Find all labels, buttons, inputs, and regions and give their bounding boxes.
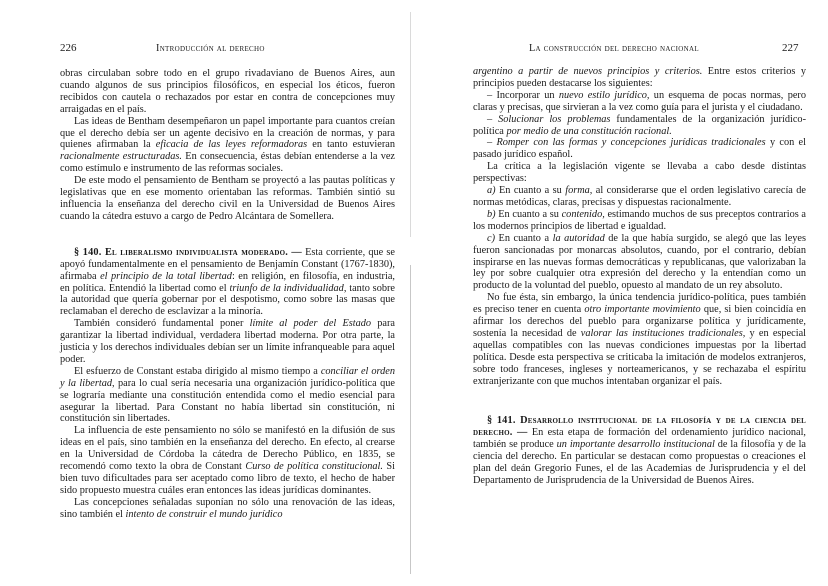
section-heading: § 140. El liberalismo individualista moderado. —	[74, 246, 302, 258]
left-page	[0, 0, 412, 586]
paragraph: Las ideas de Bentham desempeñaron un papel importante para cuantos creían que el derecho debía ser un agente decisivo en la creación de normas, y para quienes afirmaban la eficacia de las leyes reformadoras en tanto estuvieran racionalmente estructuradas. En consecuencia, éstas debían entenderse a la vez como estímulo e instrumento de las reformas sociales.	[60, 115, 395, 175]
paragraph: El esfuerzo de Constant estaba dirigido al mismo tiempo a conciliar el orden y la libertad, para lo cual sería necesaria una organización jurídico-política que se lograría mediante una constitución entendida como el medio esencial para asegurar la libertad. Para Constant no había libertad sin constitución, ni constitución sin libertades.	[60, 365, 395, 425]
list-item: c) En cuanto a la autoridad de la que había surgido, se alegó que las leyes fueron sancionadas por monarcas absolutos, cuando, por el contrario, debían inspirarse en las nuevas formas democráticas y republicanas, que valorizaban la ley por sobre cualquier otra expresión del derecho y la entendían como un producto de la voluntad del pueblo, opuesto al mandato de un rey absoluto.	[473, 232, 806, 292]
text-column	[473, 66, 806, 487]
right-page	[416, 0, 828, 586]
list-item: b) En cuanto a su contenido, estimando muchos de sus preceptos contrarios a los modernos principios de libertad e igualdad.	[473, 208, 807, 232]
paragraph: De este modo el pensamiento de Bentham se proyectó a las pautas políticas y legislativas que en ese momento orientaban las reformas. También sintió su influencia la enseñanza del derecho civil en la Universidad de Buenos Aires cuando la cátedra estuvo a cargo de Pedro Alcántara de Somellera.	[60, 175, 395, 222]
list-item: – Solucionar los problemas fundamentales de la organización jurídico-política por medio de una constitución racional.	[473, 113, 806, 137]
page-number: 227	[782, 42, 799, 54]
paragraph: Las concepciones señaladas suponían no sólo una renovación de las ideas, sino también el intento de construir el mundo jurídico	[60, 496, 395, 520]
paragraph: La influencia de este pensamiento no sólo se manifestó en la difusión de sus ideas en el país, sino también en la enseñanza del derecho. En efecto, al crearse en la Universidad de Córdoba la cátedra de Derecho Público, en 1835, se recomendó como texto la obra de Constant Curso de política constitucional. Si bien tuvo dificultades para ser aceptado como libro de texto, el hecho de haber sido propuesto muestra cuáles eran entonces las ideas jurídicas dominantes.	[60, 425, 395, 496]
running-head: La construcción del derecho nacional	[529, 43, 699, 54]
paragraph: obras circulaban sobre todo en el grupo rivadaviano de Buenos Aires, aun cuando algunos de sus principios filosóficos, en especial los éticos, fueron recibidos con cautela o rechazados por estar en contra de concepciones muy arraigadas en el país.	[60, 68, 395, 115]
page-number: 226	[60, 42, 77, 54]
section-heading: § 141. Desarrollo institucional de la filosofía y de la ciencia del derecho. —	[473, 415, 806, 439]
paragraph: También consideró fundamental poner límite al poder del Estado para garantizar la libertad individual, verdadera libertad moderna. Por otra parte, la justicia y los derechos individuales debían ser un límite infranqueable para aquel poder.	[60, 318, 395, 365]
list-item: – Incorporar un nuevo estilo jurídico, un esquema de pocas normas, pero claras y precisas, que sirvieran a la vez como guía para el jurista y el ciudadano.	[473, 89, 806, 113]
list-item: a) En cuanto a su forma, al considerarse que el orden legislativo carecía de normas metódicas, claras, precisas y dispuestas racionalmente.	[473, 185, 806, 208]
running-head: Introducción al derecho	[156, 43, 265, 54]
paragraph: argentino a partir de nuevos principios y criterios. Entre estos criterios y principios pueden destacarse los siguientes:	[473, 66, 806, 89]
paragraph: No fue ésta, sin embargo, la única tendencia jurídico-política, pues también es preciso tener en cuenta otro importante movimiento que, si bien coincidía en afirmar los derechos del pueblo para organizarse política y jurídicamente, sostenía la necesidad de valorar las instituciones tradicionales, y en especial aquellas compatibles con las nuevas condiciones impuestas por la libertad política. Desde esta perspectiva se criticaba la imitación de modelos extranjeros, sobre todo franceses, ingleses y norteamericanos, y se rechazaba el espíritu extranjerizante con que muchos intentaban organizar el país.	[473, 292, 807, 387]
section-140: § 140. El liberalismo individualista moderado. — Esta corriente, que se apoyó fundamentalmente en el pensamiento de Benjamín Constant (1767-1830), afirmaba el principio de la total libertad: en religión, en filosofía, en industria, en política. Entendió la libertad como el triunfo de la individualidad, tanto sobre la autoridad que quería gobernar por el despotismo, como sobre las masas que reclamaban el derecho de esclavizar a la minoría.	[60, 246, 395, 318]
list-item: – Romper con las formas y concepciones jurídicas tradicionales y con el pasado jurídico español.	[473, 137, 806, 161]
paragraph: La crítica a la legislación vigente se llevaba a cabo desde distintas perspectivas:	[473, 161, 806, 185]
section-141: § 141. Desarrollo institucional de la filosofía y de la ciencia del derecho. — En esta etapa de formación del ordenamiento jurídico nacional, también se produce un importante desarrollo institucional de la filosofía y de la ciencia del derecho. En particular se destacan como propuestas o creaciones el plan del deán Gregorio Funes, el de las Academias de Jurisprudencia y el del Departamento de Jurisprudencia de la Universidad de Buenos Aires.	[473, 415, 806, 486]
text-column	[60, 68, 395, 521]
